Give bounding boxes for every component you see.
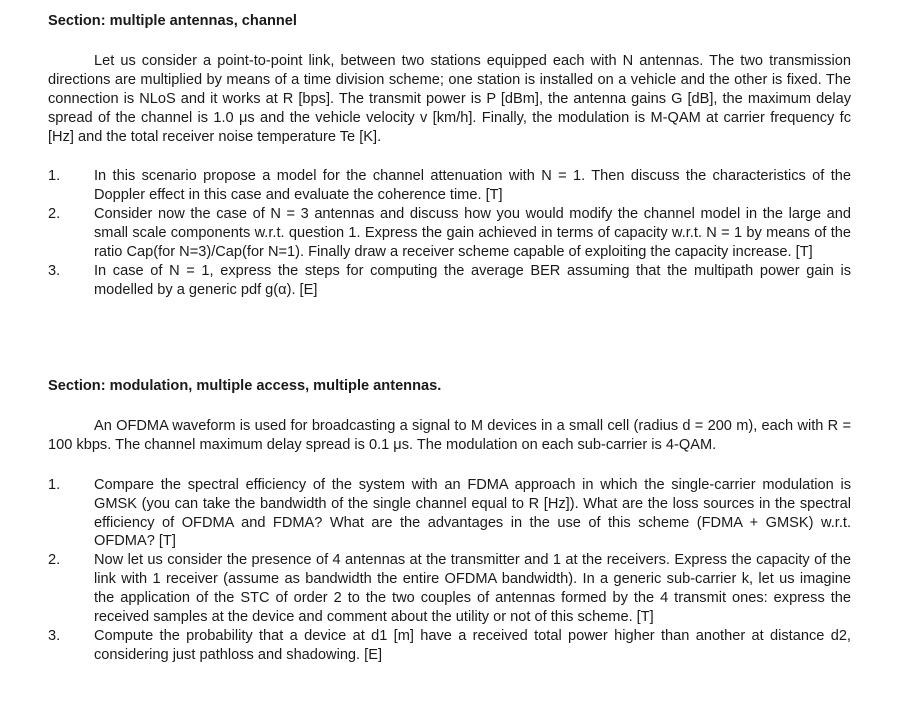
question-item bbox=[48, 551, 851, 627]
question-item bbox=[48, 627, 851, 665]
question-number: 3. bbox=[48, 627, 61, 644]
section-intro-paragraph: Let us consider a point-to-point link, between two stations equipped each with N antennas. The two transmission directions are multiplied by means of a time division scheme; one station is installed on a vehicle and the other is fixed. The connection is NLoS and it works at R [bps]. The transmit power is P [dBm], the antenna gains G [dB], the maximum delay spread of the channel is 1.0 μs and the vehicle velocity v [km/h]. Finally, the modulation is M-QAM at carrier frequency fc [Hz] and the total receiver noise temperature Te [K]. bbox=[48, 52, 851, 145]
section-heading: Section: multiple antennas, channel bbox=[48, 13, 297, 29]
question-text: In this scenario propose a model for the channel attenuation with N = 1. Then discuss the characteristics of the Doppler effect in this case and evaluate the coherence time. [T] bbox=[94, 168, 851, 204]
question-item bbox=[48, 205, 851, 262]
question-list bbox=[48, 167, 851, 299]
question-number: 3. bbox=[48, 262, 61, 279]
question-number: 2. bbox=[48, 552, 61, 569]
section-modulation-multiple-access bbox=[48, 377, 851, 665]
question-item bbox=[48, 476, 851, 552]
question-item bbox=[48, 167, 851, 205]
question-item bbox=[48, 262, 851, 300]
question-number: 1. bbox=[48, 168, 61, 185]
question-number: 2. bbox=[48, 206, 61, 223]
question-text: Compare the spectral efficiency of the system with an FDMA approach in which the single-carrier modulation is GMSK (you can take the bandwidth of the single channel equal to R [Hz]). What are the loss sources in the spectral efficiency of OFDMA and FDMA? What are the advantages in the use of this scheme (FDMA + GMSK) w.r.t. OFDMA? [T] bbox=[94, 476, 851, 550]
question-text: Now let us consider the presence of 4 antennas at the transmitter and 1 at the receivers. Express the capacity of the link with 1 receiver (assume as bandwidth the entire OFDMA bandwidth). In a generic sub-carrier k, let us imagine the application of the STC of order 2 to the two couples of antennas formed by the 4 transmit ones: express the received samples at the device and comment about the utility or not of this scheme. [T] bbox=[94, 552, 851, 626]
section-multiple-antennas-channel bbox=[48, 12, 851, 300]
question-list bbox=[48, 476, 851, 665]
question-text: Consider now the case of N = 3 antennas and discuss how you would modify the channel model in the large and small scale components w.r.t. question 1. Express the gain achieved in terms of capacity w.r.t. N = 1 by means of the ratio Cap(for N=3)/Cap(for N=1). Finally draw a receiver scheme capable of exploiting the capacity increase. [T] bbox=[94, 206, 851, 261]
question-text: Compute the probability that a device at d1 [m] have a received total power higher than another at distance d2, considering just pathloss and shadowing. [E] bbox=[94, 627, 851, 663]
question-text: In case of N = 1, express the steps for computing the average BER assuming that the multipath power gain is modelled by a generic pdf g(α). [E] bbox=[94, 262, 851, 298]
section-heading: Section: modulation, multiple access, multiple antennas. bbox=[48, 378, 442, 394]
question-number: 1. bbox=[48, 476, 61, 493]
section-intro-paragraph: An OFDMA waveform is used for broadcasting a signal to M devices in a small cell (radius d = 200 m), each with R = 100 kbps. The channel maximum delay spread is 0.1 μs. The modulation on each sub-carrier is 4-QAM. bbox=[48, 417, 851, 453]
